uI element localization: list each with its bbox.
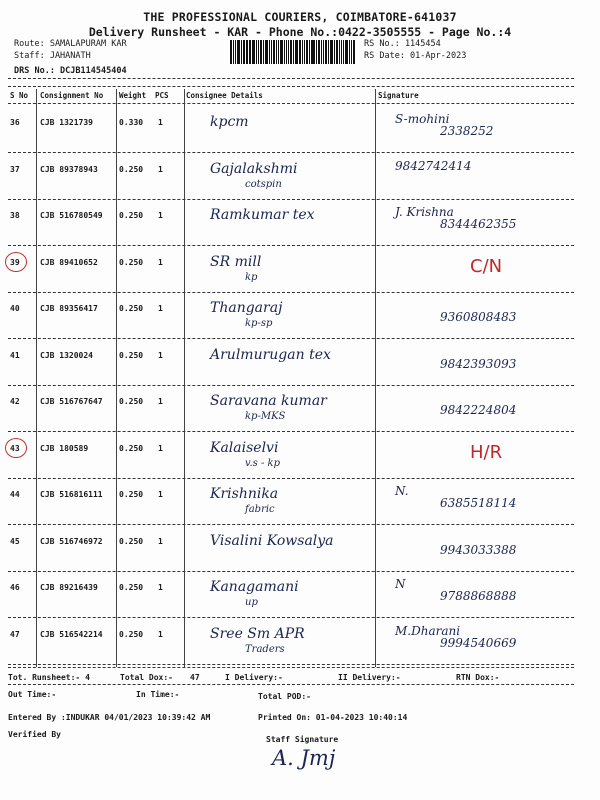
barcode-bar bbox=[343, 40, 345, 64]
table-row bbox=[0, 478, 600, 525]
staff-label: Staff: JAHANATH bbox=[14, 51, 91, 61]
barcode-bar bbox=[247, 40, 248, 64]
verified-by: Verified By bbox=[8, 730, 61, 739]
table-row bbox=[0, 246, 600, 293]
row-consignment-no: CJB 89410652 bbox=[40, 258, 98, 267]
barcode-bar bbox=[330, 40, 333, 64]
row-consignee-handwritten: Kanagamani bbox=[210, 579, 299, 595]
table-row bbox=[0, 339, 600, 386]
barcode-bar bbox=[258, 40, 259, 64]
barcode-bar bbox=[349, 40, 350, 64]
total-dox-value: 47 bbox=[190, 673, 200, 682]
row-consignment-no: CJB 1321739 bbox=[40, 118, 93, 127]
row-consignee-line2: cotspin bbox=[245, 179, 282, 190]
red-circle-mark bbox=[5, 438, 27, 458]
barcode-bar bbox=[309, 40, 310, 64]
row-consignee-handwritten: Kalaiselvi bbox=[210, 440, 279, 456]
barcode-bar bbox=[273, 40, 275, 64]
row-weight: 0.250 bbox=[119, 490, 144, 499]
row-consignment-no: CJB 516780549 bbox=[40, 211, 103, 220]
row-signature: N bbox=[395, 577, 406, 591]
barcode-bar bbox=[230, 40, 232, 64]
row-consignment-no: CJB 516767647 bbox=[40, 397, 103, 406]
barcode-bar bbox=[233, 40, 234, 64]
rs-info bbox=[364, 38, 466, 62]
row-weight: 0.250 bbox=[119, 397, 144, 406]
row-consignee-handwritten: Sree Sm APR bbox=[210, 626, 305, 642]
col-pcs: PCS bbox=[155, 91, 169, 100]
col-signature: Signature bbox=[378, 91, 419, 100]
table-row bbox=[0, 106, 600, 153]
row-signature-note: 9360808483 bbox=[440, 310, 517, 324]
row-weight: 0.250 bbox=[119, 211, 144, 220]
divider bbox=[8, 78, 574, 79]
row-sno: 46 bbox=[10, 583, 20, 592]
barcode-image bbox=[230, 40, 356, 64]
row-pcs: 1 bbox=[158, 490, 163, 499]
barcode-bar bbox=[351, 40, 352, 64]
row-weight: 0.250 bbox=[119, 304, 144, 313]
rs-date: RS Date: 01-Apr-2023 bbox=[364, 51, 467, 61]
barcode-bar bbox=[269, 40, 270, 64]
row-signature-note: 2338252 bbox=[440, 124, 494, 138]
row-sno: 45 bbox=[10, 537, 20, 546]
total-dox-label: Total Dox:- bbox=[120, 673, 173, 682]
barcode-bar bbox=[276, 40, 277, 64]
row-sno: 44 bbox=[10, 490, 20, 499]
row-consignee-handwritten: Gajalakshmi bbox=[210, 161, 298, 177]
barcode-bar bbox=[263, 40, 264, 64]
row-consignment-no: CJB 516542214 bbox=[40, 630, 103, 639]
barcode-bar bbox=[328, 40, 329, 64]
row-signature-note: 9842393093 bbox=[440, 357, 517, 371]
barcode-bar bbox=[312, 40, 315, 64]
out-time: Out Time:- bbox=[8, 690, 57, 699]
row-consignee-handwritten: Ramkumar tex bbox=[210, 207, 315, 223]
row-consignment-no: CJB 89356417 bbox=[40, 304, 98, 313]
row-sno: 47 bbox=[10, 630, 20, 639]
row-signature-note: C/N bbox=[470, 256, 503, 277]
row-consignment-no: CJB 89378943 bbox=[40, 165, 98, 174]
barcode-bar bbox=[265, 40, 268, 64]
barcode-bar bbox=[284, 40, 285, 64]
barcode-bar bbox=[323, 40, 324, 64]
divider bbox=[8, 86, 574, 87]
staff-signature: A. Jmj bbox=[272, 746, 336, 770]
barcode-bar bbox=[286, 40, 287, 64]
row-pcs: 1 bbox=[158, 258, 163, 267]
printed-on: Printed On: 01-04-2023 10:40:14 bbox=[258, 713, 408, 722]
row-sno: 40 bbox=[10, 304, 20, 313]
row-signature: 9842742414 bbox=[395, 159, 472, 173]
ii-delivery: II Delivery:- bbox=[338, 673, 401, 682]
barcode-bar bbox=[325, 40, 327, 64]
barcode-bar bbox=[306, 40, 308, 64]
row-signature-note: 9788868888 bbox=[440, 589, 517, 603]
table-row bbox=[0, 525, 600, 572]
barcode-bar bbox=[280, 40, 283, 64]
barcode-bar bbox=[341, 40, 342, 64]
row-consignee-line2: kp-MKS bbox=[245, 411, 286, 422]
row-consignment-no: CJB 89216439 bbox=[40, 583, 98, 592]
row-pcs: 1 bbox=[158, 304, 163, 313]
barcode-bar bbox=[246, 40, 247, 64]
drs-number: DRS No.: DCJB114545404 bbox=[14, 66, 127, 76]
row-pcs: 1 bbox=[158, 397, 163, 406]
row-signature-note: 9842224804 bbox=[440, 403, 517, 417]
barcode-bar bbox=[288, 40, 289, 64]
row-pcs: 1 bbox=[158, 351, 163, 360]
table-row bbox=[0, 292, 600, 339]
row-weight: 0.250 bbox=[119, 258, 144, 267]
table-row bbox=[0, 385, 600, 432]
row-pcs: 1 bbox=[158, 583, 163, 592]
row-consignee-handwritten: Thangaraj bbox=[210, 300, 283, 316]
row-consignment-no: CJB 516746972 bbox=[40, 537, 103, 546]
row-sno: 38 bbox=[10, 211, 20, 220]
barcode-bar bbox=[353, 40, 355, 64]
row-consignment-no: CJB 1320024 bbox=[40, 351, 93, 360]
row-consignee-line2: v.s - kp bbox=[245, 458, 280, 469]
barcode-bar bbox=[271, 40, 272, 64]
barcode-bar bbox=[278, 40, 280, 64]
barcode-bar bbox=[304, 40, 305, 64]
row-sno: 43 bbox=[10, 444, 20, 453]
row-weight: 0.250 bbox=[119, 630, 144, 639]
table-row bbox=[0, 618, 600, 665]
barcode-bar bbox=[237, 40, 240, 64]
total-pod: Total POD:- bbox=[258, 692, 311, 701]
route-label: Route: SAMALAPURAM KAR bbox=[14, 39, 127, 49]
barcode-bar bbox=[321, 40, 322, 64]
row-signature-note: 6385518114 bbox=[440, 496, 517, 510]
row-consignee-handwritten: Visalini Kowsalya bbox=[210, 533, 334, 549]
row-consignee-line2: kp bbox=[245, 272, 258, 283]
barcode-bar bbox=[235, 40, 236, 64]
row-weight: 0.250 bbox=[119, 537, 144, 546]
staff-signature-label: Staff Signature bbox=[266, 735, 339, 744]
row-pcs: 1 bbox=[158, 165, 163, 174]
total-runsheet: Tot. Runsheet:- 4 bbox=[8, 673, 90, 682]
barcode-bar bbox=[336, 40, 338, 64]
row-weight: 0.330 bbox=[119, 118, 144, 127]
col-consignment: Consignment No bbox=[40, 91, 104, 100]
barcode-bar bbox=[241, 40, 242, 64]
row-signature-note: 9994540669 bbox=[440, 636, 517, 650]
row-pcs: 1 bbox=[158, 630, 163, 639]
i-delivery: I Delivery:- bbox=[225, 673, 283, 682]
row-consignee-handwritten: SR mill bbox=[210, 254, 262, 270]
barcode-bar bbox=[339, 40, 340, 64]
rs-number: RS No.: 1145454 bbox=[364, 39, 441, 49]
route-info bbox=[14, 38, 127, 77]
barcode-bar bbox=[260, 40, 262, 64]
row-sno: 42 bbox=[10, 397, 20, 406]
company-title: THE PROFESSIONAL COURIERS, COIMBATORE-641037 bbox=[143, 10, 457, 24]
row-sno: 36 bbox=[10, 118, 20, 127]
row-consignee-line2: fabric bbox=[245, 504, 275, 515]
col-weight: Weight bbox=[119, 91, 147, 100]
row-pcs: 1 bbox=[158, 444, 163, 453]
barcode-bar bbox=[311, 40, 312, 64]
row-consignee-line2: up bbox=[245, 597, 258, 608]
entered-by: Entered By :INDUKAR 04/01/2023 10:39:42 AM bbox=[8, 713, 211, 722]
header-divider bbox=[8, 103, 574, 104]
row-pcs: 1 bbox=[158, 537, 163, 546]
table-row bbox=[0, 199, 600, 246]
row-consignee-line2: Traders bbox=[245, 644, 285, 655]
row-pcs: 1 bbox=[158, 118, 163, 127]
in-time: In Time:- bbox=[136, 690, 180, 699]
row-weight: 0.250 bbox=[119, 165, 144, 174]
row-consignee-line2: kp-sp bbox=[245, 318, 273, 329]
barcode-bar bbox=[256, 40, 257, 64]
barcode-bar bbox=[293, 40, 294, 64]
row-consignment-no: CJB 516816111 bbox=[40, 490, 103, 499]
runsheet-subtitle: Delivery Runsheet - KAR - Phone No.:0422-3505555 - Page No.:4 bbox=[88, 25, 512, 39]
barcode-bar bbox=[302, 40, 303, 64]
barcode-bar bbox=[252, 40, 255, 64]
row-signature: S-mohini bbox=[395, 112, 450, 126]
row-consignee-handwritten: Saravana kumar bbox=[210, 393, 327, 409]
table-header bbox=[0, 89, 600, 103]
row-weight: 0.250 bbox=[119, 444, 144, 453]
footer-divider bbox=[8, 684, 574, 685]
row-consignee-handwritten: Arulmurugan tex bbox=[210, 347, 331, 363]
table-row bbox=[0, 432, 600, 479]
barcode-bar bbox=[316, 40, 317, 64]
row-sno: 37 bbox=[10, 165, 20, 174]
rtn-dox: RTN Dox:- bbox=[456, 673, 500, 682]
row-pcs: 1 bbox=[158, 211, 163, 220]
row-signature: J. Krishna bbox=[395, 205, 454, 219]
row-consignment-no: CJB 180589 bbox=[40, 444, 89, 453]
row-signature: M.Dharani bbox=[395, 624, 461, 638]
barcode-bar bbox=[243, 40, 245, 64]
row-weight: 0.250 bbox=[119, 583, 144, 592]
col-sno: S No bbox=[10, 91, 29, 100]
col-consignee: Consignee Details bbox=[186, 91, 263, 100]
table-row bbox=[0, 571, 600, 618]
row-consignee-handwritten: Krishnika bbox=[210, 486, 279, 502]
barcode-bar bbox=[249, 40, 251, 64]
barcode-bar bbox=[345, 40, 348, 64]
row-signature-note: H/R bbox=[470, 442, 503, 463]
barcode-bar bbox=[334, 40, 335, 64]
table-row bbox=[0, 153, 600, 200]
barcode-bar bbox=[299, 40, 301, 64]
row-sno: 41 bbox=[10, 351, 20, 360]
row-signature: N. bbox=[395, 484, 409, 498]
red-circle-mark bbox=[5, 252, 27, 272]
barcode-bar bbox=[290, 40, 292, 64]
footer-divider bbox=[8, 667, 574, 668]
row-sno: 39 bbox=[10, 258, 20, 267]
row-weight: 0.250 bbox=[119, 351, 144, 360]
row-signature-note: 8344462355 bbox=[440, 217, 517, 231]
barcode-bar bbox=[295, 40, 298, 64]
barcode-bar bbox=[318, 40, 320, 64]
row-signature-note: 9943033388 bbox=[440, 543, 517, 557]
row-consignee-handwritten: kpcm bbox=[210, 114, 249, 130]
row-divider bbox=[8, 664, 574, 665]
